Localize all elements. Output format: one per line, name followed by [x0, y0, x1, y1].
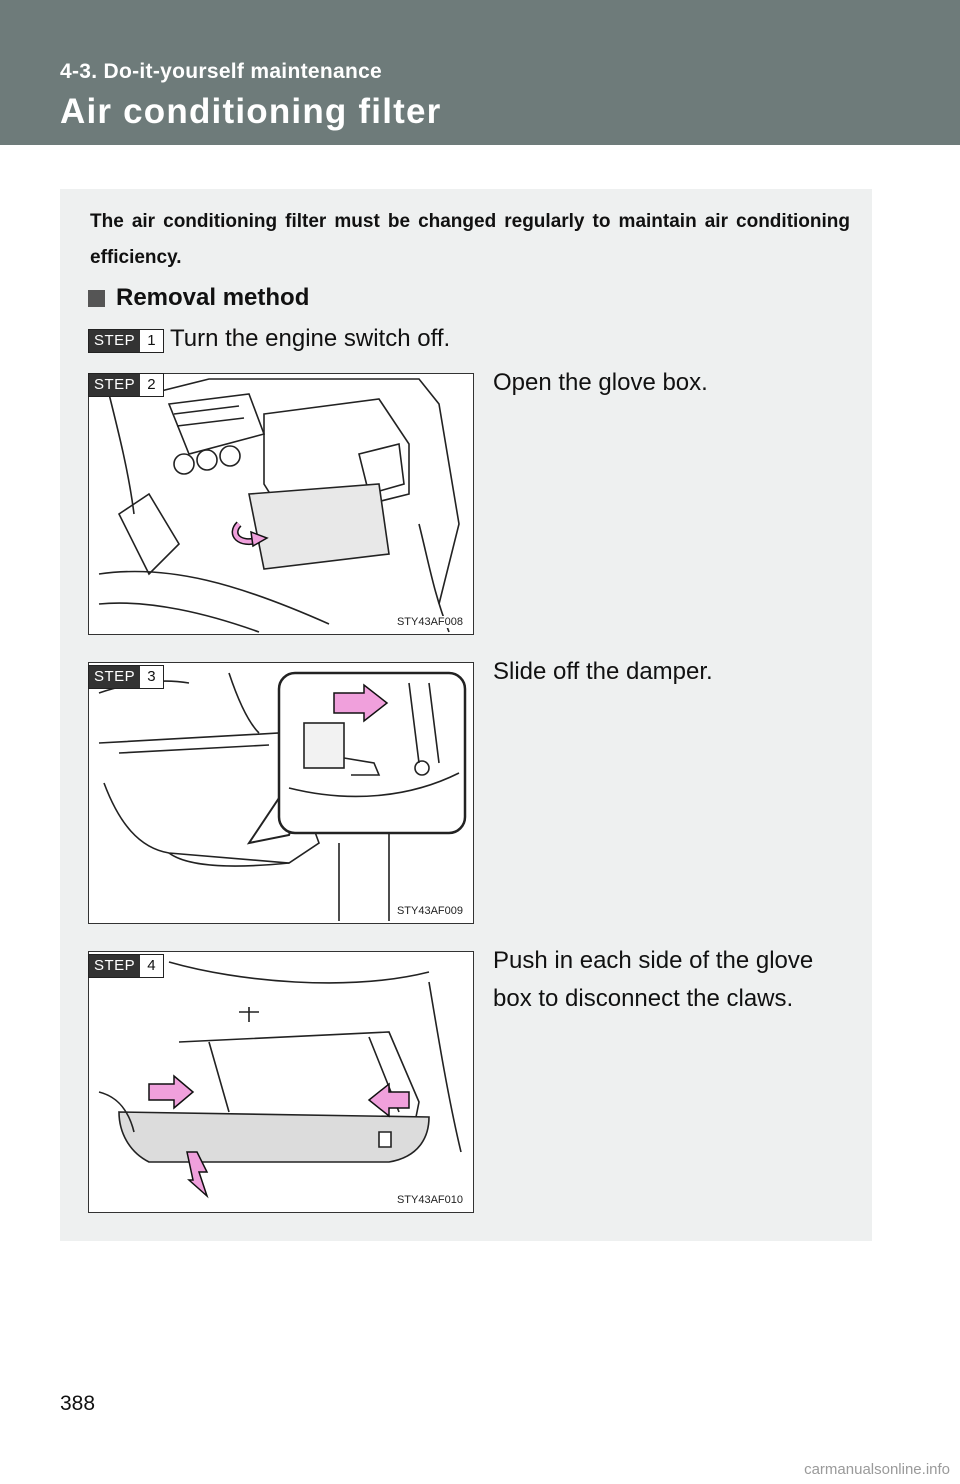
subheading — [88, 284, 309, 312]
step-3-text: Slide off the damper. — [493, 658, 713, 685]
step-1-badge — [88, 329, 164, 353]
step-1-text: Turn the engine switch off. — [170, 325, 451, 352]
step-2-text: Open the glove box. — [493, 369, 708, 396]
square-bullet-icon — [88, 290, 105, 307]
glove-box-open-drawing — [89, 374, 473, 634]
page-header — [0, 0, 960, 145]
damper-slide-drawing — [89, 663, 473, 923]
step-4-text: Push in each side of the glove box to disconnect the claws. — [493, 947, 814, 1012]
step-badge-label: STEP — [89, 330, 140, 352]
intro-text: The air conditioning filter must be changed regularly to maintain air conditioning efficiency. — [90, 211, 850, 268]
glove-box-claws-drawing — [89, 952, 473, 1212]
step-badge-label: STEP — [89, 955, 140, 977]
step-badge-number: 3 — [140, 666, 162, 688]
step-badge-number: 4 — [140, 955, 162, 977]
step-badge-number: 2 — [140, 374, 162, 396]
subheading-label: Removal method — [116, 284, 310, 311]
step-2-badge — [88, 373, 164, 397]
watermark: carmanualsonline.info — [804, 1461, 950, 1478]
step-badge-number: 1 — [140, 330, 162, 352]
step-3-illustration — [88, 662, 474, 924]
step-4-badge — [88, 954, 164, 978]
figure-code: STY43AF008 — [396, 616, 463, 628]
section-label: 4-3. Do-it-yourself maintenance — [60, 60, 383, 83]
figure-code: STY43AF010 — [396, 1194, 463, 1206]
figure-code: STY43AF009 — [396, 905, 463, 917]
step-badge-label: STEP — [89, 374, 140, 396]
step-2-illustration — [88, 373, 474, 635]
page-number: 388 — [60, 1392, 96, 1415]
step-badge-label: STEP — [89, 666, 140, 688]
page-title: Air conditioning filter — [60, 92, 442, 131]
step-3-badge — [88, 665, 164, 689]
step-4-illustration — [88, 951, 474, 1213]
